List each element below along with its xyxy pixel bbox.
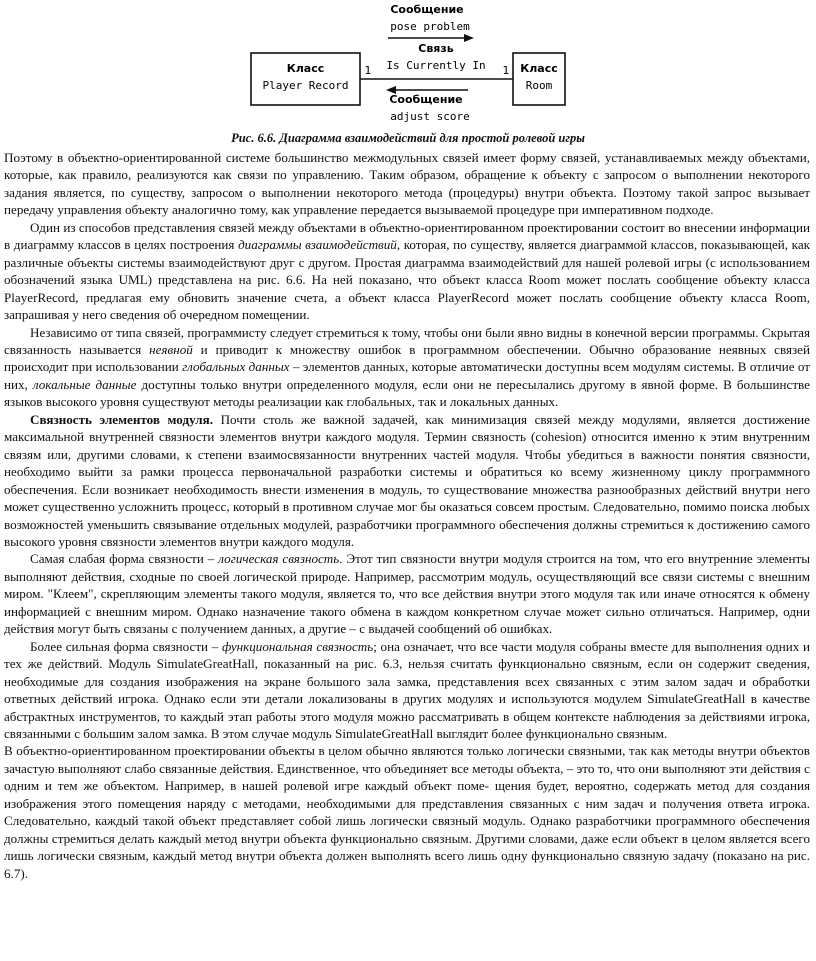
- paragraph-7: В объектно-ориентированном проектировании объекты в целом обычно являются только логически связными, так как методы внутри объектов зачастую выполняют слабо связанные действия. Единственное, что объединяет все методы объекта, – это то, что они выполняют эти действия с одним и тем же объектом. Например, в нашей ролевой игре каждый объект поме- щения будет, вероятно, содержать метод для создания изображения этого помещения наряду с методами, необходимыми для представления связанных с ним задач и получения ответа игрока. Следовательно, каждый такой объект представляет собой лишь логически связный модуль. Однако разработчики программного обеспечения должны стремиться делать каждый метод внутри объекта функционально связным. Другими словами, даже если объект в целом является всего лишь логически связным, каждый метод внутри объекта должен выполнять всего лишь одну функционально связную задачу (показано на рис. 6.7).: [4, 743, 810, 881]
- paragraph-4-text: Почти столь же важной задачей, как минимизация связей между модулями, является достижение максимальной внутренней связности элементов внутри каждого модуля. Термин связность (cohesion) относится именно к этим внутренним связям или, другими словами, к степени взаимосвязанности внутренних частей модуля. Чтобы убедиться в важности понятия связности, необходимо выйти за рамки процесса первоначальной разработки системы и обратиться ко всему жизненному циклу программного обеспечения. Если возникает необходимость внести изменения в модуль, то существование множества разнообразных действий внутри него может существенно усложнить процесс, который в противном случае мог бы оказаться совсем простым. Следовательно, помимо поиска любых возможностей уменьшить связывание отдельных модулей, разработчики программного обеспечения должны стремиться к достижению самого высокого уровня связности элементов внутри каждого модуля.: [4, 411, 810, 549]
- paragraph-2-text-c: , которая, по существу, является диаграммой классов, показывающей, как различные объекты системы взаимодействуют друг с другом. Простая диаграмма взаимодействий для нашей ролевой игры (с использованием обозначений языка UML) представлена на рис. 6.6. На ней показано, что объект класса Room может послать сообщение объекту класса PlayerRecord, предлагая ему обновить значение счета, а объект класса PlayerRecord может послать сообщение объекту класса Room, запрашивая у него сведения об очередном помещении.: [4, 237, 810, 323]
- section-heading-cohesion: Связность элементов модуля.: [30, 411, 213, 427]
- interaction-diagram: [0, 0, 816, 130]
- term-logical-cohesion: логическая связность: [218, 551, 340, 567]
- paragraph-6: [4, 638, 810, 743]
- term-interaction-diagrams: диаграммы взаимодействий: [238, 237, 397, 253]
- class-box-room-name: Room: [525, 79, 553, 92]
- paragraph-1: Поэтому в объектно-ориентированной системе большинство межмодульных связей имеет форму связей, устанавливаемых между объектами, которые, как правило, реализуются как связи по управлению. Таким образом, обращение к объекту с запросом о выполнении некоторого задания является, по существу, запросом о выполнении некоторого метода (процедуры) внутри объекта. Поэтому такой запрос вызывает передачу управления объекту аналогично тому, как управление передается вызываемой процедуре при императивном подходе.: [4, 150, 810, 218]
- paragraph-3: [4, 324, 810, 411]
- paragraph-5-text-c: . Этот тип связности внутри модуля строится на том, что его внутренние элементы выполняют действия, сходные по своей логической природе. Например, рассмотрим модуль, осуществляющий все связи системы с внешним миром. "Клеем", скрепляющим элементы такого модуля, является то, что все действия внутри этого модуля так или иначе относятся к обмену информацией с внешним миром. Однако назначение такого обмена в каждом конкретном случае может сильно отличаться. Например, одни действия могут быть связаны с получением данных, а другие – с выдачей сообщений об ошибках.: [4, 551, 811, 637]
- paragraph-3-text-a: Независимо от типа связей, программисту следует стремиться к тому, чтобы они были явно видны в конечной версии программы. Скрытая связанность называется: [4, 324, 810, 357]
- class-box-player-record-title: Класс: [286, 62, 325, 75]
- paragraph-3-text-e: – элементов данных, которые автоматически доступны всем модулям системы. В отличие от них,: [4, 359, 810, 392]
- term-local-data: локальные данные: [32, 376, 137, 392]
- term-global-data: глобальных данных: [182, 359, 290, 375]
- message-bottom-title: Сообщение: [389, 93, 463, 106]
- multiplicity-left: 1: [364, 64, 372, 77]
- paragraph-2: [4, 219, 810, 324]
- class-box-player-record-name: Player Record: [262, 79, 349, 92]
- message-top-title: Сообщение: [390, 3, 464, 16]
- paragraph-2-text-a: Один из способов представления связей между объектами в объектно-ориентированном проектировании состоит во внесении информации в диаграмму классов в целях построения: [4, 219, 810, 253]
- term-functional-cohesion: функциональная связность: [221, 638, 374, 654]
- message-top-name: pose problem: [390, 20, 470, 33]
- body-text: [4, 149, 810, 882]
- association-name: Is Currently In: [386, 59, 486, 72]
- paragraph-5: [4, 550, 810, 637]
- paragraph-3-text-c: и приводит к множеству ошибок в программном обеспечении. Обычно образование неявных связей происходит при использовании: [4, 341, 810, 375]
- association-title: Связь: [418, 42, 454, 55]
- paragraph-5-text-a: Самая слабая форма связности –: [30, 551, 219, 567]
- message-bottom-name: adjust score: [390, 110, 470, 123]
- message-top-arrowhead: [464, 34, 474, 42]
- paragraph-4: [4, 411, 810, 551]
- multiplicity-right: 1: [502, 64, 510, 77]
- paragraph-3-text-g: доступны только внутри определенного модуля, если они не пересылались другому в явной форме. В большинстве языков высокого уровня существуют методы реализации как глобальных, так и локальных данных.: [4, 376, 810, 410]
- class-box-room-title: Класс: [520, 62, 558, 75]
- paragraph-6-text-c: ; она означает, что все части модуля собраны вместе для выполнения одних и тех же действий. Модуль SimulateGreatHall, показанный на рис. 6.3, нельзя считать функционально связным, если он содержит сведения, необходимые для создания изображения на экране большого зала замка, представления всех связанных с этим залом задач и обработки ответных действий игрока. Однако если эти детали локализованы в других модулях и используются модулем SimulateGreatHall в качестве абстрактных инструментов, то каждый этап работы этого модуля можно рассматривать в общем контексте наблюдения за действиями игрока, связанными с большим залом замка. В этом случае модуль SimulateGreatHall выглядит более функционально связным.: [4, 638, 810, 741]
- paragraph-6-text-a: Более сильная форма связности –: [30, 638, 222, 654]
- term-implicit: неявной: [149, 341, 193, 357]
- figure-caption: Рис. 6.6. Диаграмма взаимодействий для простой ролевой игры: [231, 131, 585, 145]
